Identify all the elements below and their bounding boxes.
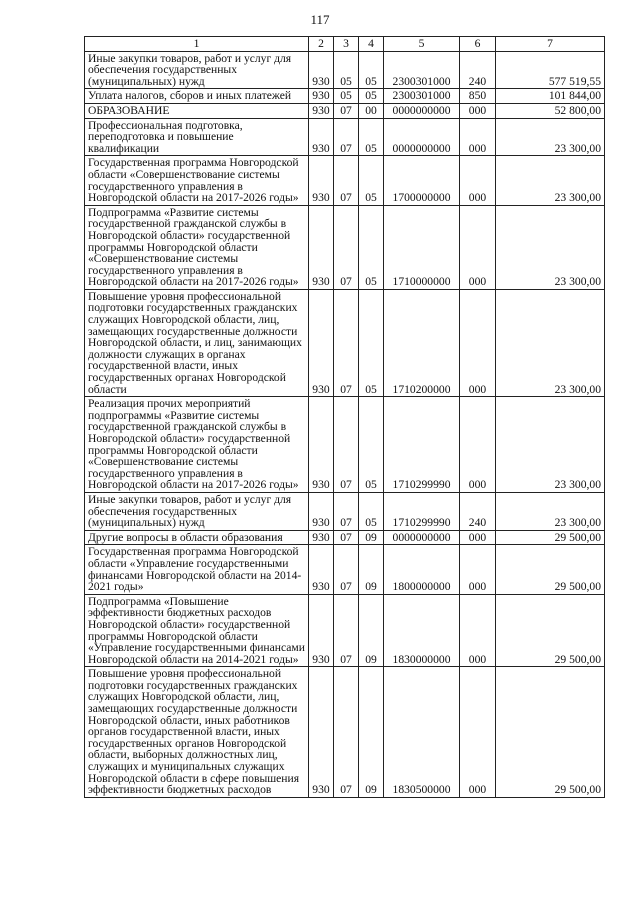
expense-type-cell: 240 xyxy=(460,492,496,530)
table-row xyxy=(85,667,605,798)
target-article-cell: 1710000000 xyxy=(384,205,460,289)
table-row xyxy=(85,118,605,156)
ved-cell: 930 xyxy=(309,492,334,530)
ved-cell: 930 xyxy=(309,103,334,118)
column-header: 5 xyxy=(384,37,460,52)
target-article-cell: 1700000000 xyxy=(384,156,460,205)
section-cell: 07 xyxy=(334,156,359,205)
ved-cell: 930 xyxy=(309,594,334,667)
subsection-cell: 00 xyxy=(359,103,384,118)
table-row xyxy=(85,545,605,594)
subsection-cell: 09 xyxy=(359,530,384,545)
row-name-cell: Иные закупки товаров, работ и услуг для обеспечения государственных (муниципальных) нужд xyxy=(85,51,309,89)
section-cell: 07 xyxy=(334,530,359,545)
row-name-cell: Повышение уровня профессиональной подготовки государственных гражданских служащих Новгородской области, лиц, замещающих государственные должности Новгородской области, иных работников органов государственной власти, иных государственных органов Новгородской области, выборных должностных лиц, служащих и муниципальных служащих Новгородской области в сфере повышения эффективности бюджетных расходов xyxy=(85,667,309,798)
expense-type-cell: 000 xyxy=(460,545,496,594)
subsection-cell: 05 xyxy=(359,205,384,289)
row-name-cell: Подпрограмма «Развитие системы государственной гражданской службы в Новгородской области» государственной программы Новгородской области «Совершенствование системы государственного управления в Новгородской области на 2017-2026 годы» xyxy=(85,205,309,289)
row-name-cell: ОБРАЗОВАНИЕ xyxy=(85,103,309,118)
target-article-cell: 0000000000 xyxy=(384,530,460,545)
ved-cell: 930 xyxy=(309,545,334,594)
table-row xyxy=(85,594,605,667)
target-article-cell: 0000000000 xyxy=(384,103,460,118)
subsection-cell: 09 xyxy=(359,545,384,594)
table-row xyxy=(85,51,605,89)
row-name-cell: Государственная программа Новгородской области «Управление государственными финансами Новгородской области на 2014-2021 годы» xyxy=(85,545,309,594)
amount-cell: 52 800,00 xyxy=(496,103,605,118)
target-article-cell: 1710200000 xyxy=(384,289,460,396)
ved-cell: 930 xyxy=(309,667,334,798)
target-article-cell: 2300301000 xyxy=(384,51,460,89)
expense-type-cell: 240 xyxy=(460,51,496,89)
subsection-cell: 05 xyxy=(359,89,384,104)
column-header: 7 xyxy=(496,37,605,52)
expense-type-cell: 000 xyxy=(460,289,496,396)
row-name-cell: Иные закупки товаров, работ и услуг для обеспечения государственных (муниципальных) нужд xyxy=(85,492,309,530)
expense-type-cell: 000 xyxy=(460,397,496,493)
table-row xyxy=(85,205,605,289)
column-header: 6 xyxy=(460,37,496,52)
column-header: 3 xyxy=(334,37,359,52)
expense-type-cell: 850 xyxy=(460,89,496,104)
section-cell: 07 xyxy=(334,545,359,594)
row-name-cell: Другие вопросы в области образования xyxy=(85,530,309,545)
subsection-cell: 05 xyxy=(359,156,384,205)
budget-table xyxy=(84,36,605,798)
table-row xyxy=(85,492,605,530)
row-name-cell: Профессиональная подготовка, переподготовка и повышение квалификации xyxy=(85,118,309,156)
expense-type-cell: 000 xyxy=(460,667,496,798)
target-article-cell: 1800000000 xyxy=(384,545,460,594)
ved-cell: 930 xyxy=(309,289,334,396)
amount-cell: 29 500,00 xyxy=(496,545,605,594)
expense-type-cell: 000 xyxy=(460,594,496,667)
amount-cell: 23 300,00 xyxy=(496,205,605,289)
target-article-cell: 1710299990 xyxy=(384,492,460,530)
subsection-cell: 05 xyxy=(359,492,384,530)
subsection-cell: 09 xyxy=(359,594,384,667)
ved-cell: 930 xyxy=(309,156,334,205)
row-name-cell: Уплата налогов, сборов и иных платежей xyxy=(85,89,309,104)
expense-type-cell: 000 xyxy=(460,103,496,118)
subsection-cell: 05 xyxy=(359,51,384,89)
section-cell: 07 xyxy=(334,289,359,396)
ved-cell: 930 xyxy=(309,397,334,493)
amount-cell: 29 500,00 xyxy=(496,667,605,798)
section-cell: 07 xyxy=(334,492,359,530)
ved-cell: 930 xyxy=(309,118,334,156)
section-cell: 07 xyxy=(334,594,359,667)
table-row xyxy=(85,289,605,396)
target-article-cell: 2300301000 xyxy=(384,89,460,104)
expense-type-cell: 000 xyxy=(460,156,496,205)
amount-cell: 23 300,00 xyxy=(496,492,605,530)
amount-cell: 29 500,00 xyxy=(496,530,605,545)
amount-cell: 29 500,00 xyxy=(496,594,605,667)
section-cell: 07 xyxy=(334,118,359,156)
subsection-cell: 09 xyxy=(359,667,384,798)
target-article-cell: 0000000000 xyxy=(384,118,460,156)
row-name-cell: Повышение уровня профессиональной подготовки государственных гражданских служащих Новгородской области, лиц, замещающих государственные должности Новгородской области, и лиц, занимающих должности служащих в органах государственной власти, иных государственных органах Новгородской области xyxy=(85,289,309,396)
row-name-cell: Подпрограмма «Повышение эффективности бюджетных расходов Новгородской области» государственной программы Новгородской области «Управление государственными финансами Новгородской области на 2014-2021 годы» xyxy=(85,594,309,667)
amount-cell: 23 300,00 xyxy=(496,289,605,396)
table-row xyxy=(85,530,605,545)
expense-type-cell: 000 xyxy=(460,205,496,289)
row-name-cell: Реализация прочих мероприятий подпрограммы «Развитие системы государственной гражданской службы в Новгородской области» государственной программы Новгородской области «Совершенствование системы государственного управления в Новгородской области на 2017-2026 годы» xyxy=(85,397,309,493)
table-row xyxy=(85,89,605,104)
table-row xyxy=(85,156,605,205)
section-cell: 07 xyxy=(334,667,359,798)
section-cell: 05 xyxy=(334,89,359,104)
amount-cell: 23 300,00 xyxy=(496,397,605,493)
column-header: 1 xyxy=(85,37,309,52)
section-cell: 07 xyxy=(334,103,359,118)
target-article-cell: 1830000000 xyxy=(384,594,460,667)
target-article-cell: 1830500000 xyxy=(384,667,460,798)
amount-cell: 577 519,55 xyxy=(496,51,605,89)
row-name-cell: Государственная программа Новгородской области «Совершенствование системы государственного управления в Новгородской области на 2017-2026 годы» xyxy=(85,156,309,205)
table-row xyxy=(85,103,605,118)
subsection-cell: 05 xyxy=(359,397,384,493)
ved-cell: 930 xyxy=(309,51,334,89)
section-cell: 07 xyxy=(334,205,359,289)
amount-cell: 23 300,00 xyxy=(496,118,605,156)
section-cell: 05 xyxy=(334,51,359,89)
subsection-cell: 05 xyxy=(359,118,384,156)
column-header: 4 xyxy=(359,37,384,52)
table-header-row xyxy=(85,37,605,52)
subsection-cell: 05 xyxy=(359,289,384,396)
amount-cell: 101 844,00 xyxy=(496,89,605,104)
expense-type-cell: 000 xyxy=(460,530,496,545)
section-cell: 07 xyxy=(334,397,359,493)
column-header: 2 xyxy=(309,37,334,52)
ved-cell: 930 xyxy=(309,530,334,545)
ved-cell: 930 xyxy=(309,89,334,104)
page-number: 117 xyxy=(310,12,330,27)
expense-type-cell: 000 xyxy=(460,118,496,156)
amount-cell: 23 300,00 xyxy=(496,156,605,205)
ved-cell: 930 xyxy=(309,205,334,289)
table-row xyxy=(85,397,605,493)
target-article-cell: 1710299990 xyxy=(384,397,460,493)
